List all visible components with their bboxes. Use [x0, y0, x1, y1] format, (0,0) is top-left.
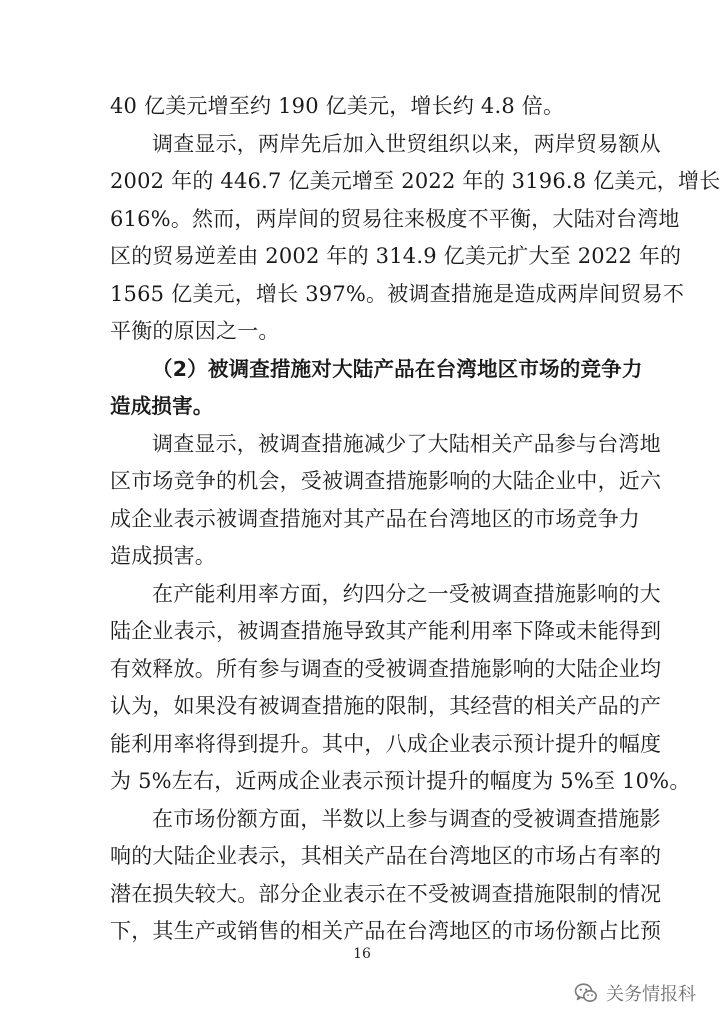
paragraph-line: 陆企业表示，被调查措施导致其产能利用率下降或未能得到 [110, 619, 662, 643]
paragraph-line: 调查显示，两岸先后加入世贸组织以来，两岸贸易额从 [152, 131, 661, 156]
paragraph-line: 在产能利用率方面，约四分之一受被调查措施影响的大 [152, 581, 661, 606]
paragraph-line: 潜在损失较大。部分企业表示在不受被调查措施限制的情况 [110, 881, 662, 906]
paragraph-line: 能利用率将得到提升。其中，八成企业表示预计提升的幅度 [110, 731, 662, 756]
paragraph-line: 有效释放。所有参与调查的受被调查措施影响的大陆企业均 [110, 656, 662, 681]
paragraph-line: 下，其生产或销售的相关产品在台湾地区的市场份额占比预 [110, 919, 662, 943]
paragraph-line: 造成损害。 [110, 544, 216, 568]
section-heading-line: （2）被调查措施对大陆产品在台湾地区市场的竞争力 [152, 356, 643, 381]
paragraph-line: 调查显示，被调查措施减少了大陆相关产品参与台湾地 [152, 431, 661, 456]
paragraph-line: 成企业表示被调查措施对其产品在台湾地区的市场竞争力 [110, 506, 640, 531]
paragraph-line: 响的大陆企业表示，其相关产品在台湾地区的市场占有率的 [110, 844, 662, 868]
watermark [574, 980, 696, 1006]
paragraph-line: 在市场份额方面，半数以上参与调查的受被调查措施影 [152, 806, 661, 831]
document-body [110, 88, 721, 951]
paragraph-line: 40 亿美元增至约 190 亿美元，增长约 4.8 倍。 [110, 94, 565, 118]
paragraph-line: 1565 亿美元，增长 397%。被调查措施是造成两岸间贸易不 [110, 281, 685, 306]
wechat-icon [574, 982, 598, 1004]
paragraph-line: 2002 年的 446.7 亿美元增至 2022 年的 3196.8 亿美元，增长 [110, 169, 721, 193]
page-number: 16 [353, 946, 371, 962]
paragraph-line: 认为，如果没有被调查措施的限制，其经营的相关产品的产 [110, 694, 662, 718]
paragraph-line: 616%。然而，两岸间的贸易往来极度不平衡，大陆对台湾地 [110, 206, 680, 231]
paragraph-line: 区的贸易逆差由 2002 年的 314.9 亿美元扩大至 2022 年的 [110, 244, 682, 268]
paragraph-line: 平衡的原因之一。 [110, 319, 280, 343]
paragraph-line: 区市场竞争的机会，受被调查措施影响的大陆企业中，近六 [110, 469, 662, 493]
watermark-text: 关务情报科 [606, 984, 696, 1005]
section-heading-line: 造成损害。 [110, 394, 214, 418]
paragraph-line: 为 5%左右，近两成企业表示预计提升的幅度为 5%至 10%。 [110, 769, 691, 793]
